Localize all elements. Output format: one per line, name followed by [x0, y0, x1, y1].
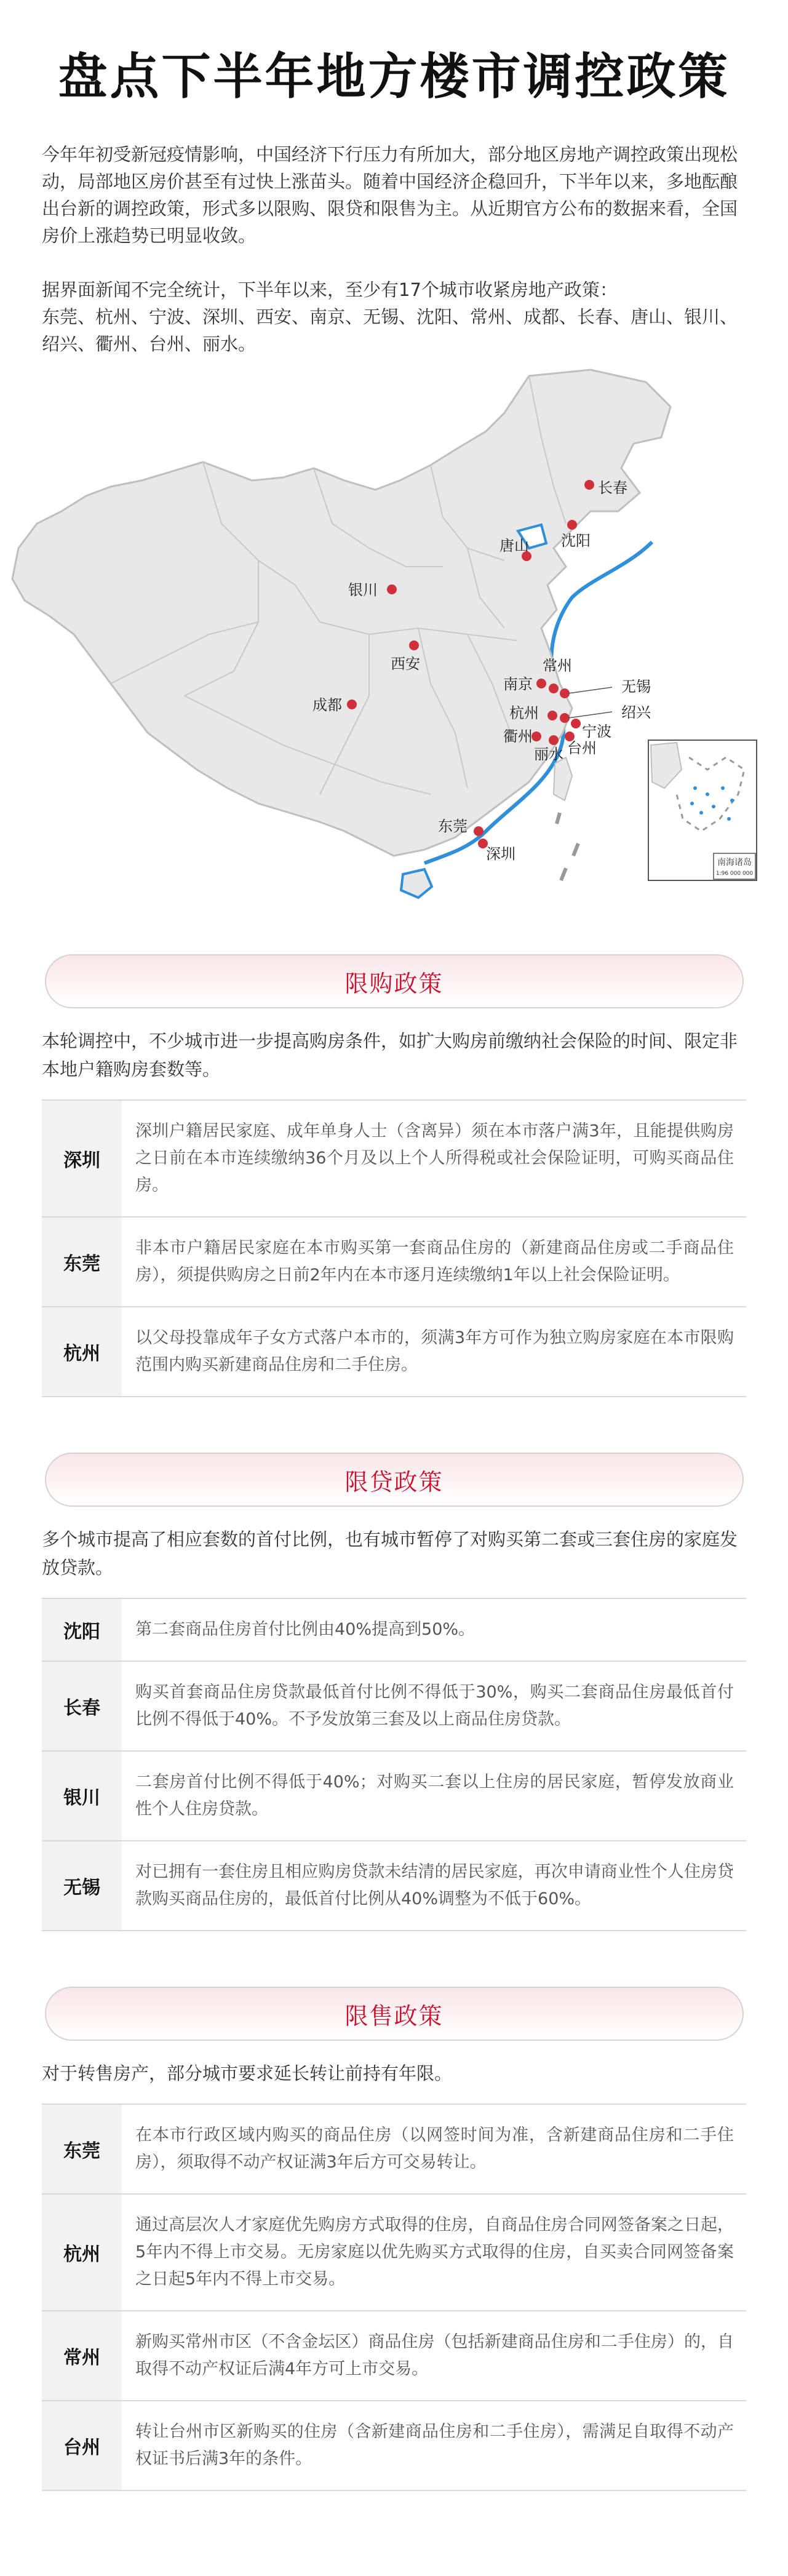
sale-table — [42, 2103, 746, 2491]
table-row — [42, 1661, 746, 1750]
section-purchase-title: 限购政策 — [45, 954, 744, 1008]
south-china-sea-inset — [648, 740, 757, 880]
table-row — [42, 1840, 746, 1931]
row-text: 新购买常州市区（不含金坛区）商品住房（包括新建商品住房和二手住房）的，自取得不动产权证后满4年方可上市交易。 — [135, 2332, 734, 2379]
section-sale — [0, 1987, 788, 2491]
purchase-table — [42, 1099, 746, 1397]
table-row — [42, 2193, 746, 2310]
table-row — [42, 1099, 746, 1216]
bottom-spacer — [0, 2491, 788, 2516]
table-row — [42, 1306, 746, 1397]
row-text: 在本市行政区域内购买的商品住房（以网签时间为准，含新建商品住房和二手住房），须取得不动产权证满3年后方可交易转让。 — [135, 2126, 734, 2172]
row-text: 深圳户籍居民家庭、成年单身人士（含离异）须在本市落户满3年，且能提供购房之日前在本市连续缴纳36个月及以上个人所得税或社会保险证明，可购买商品住房。 — [135, 1122, 734, 1195]
row-city: 长春 — [42, 1662, 122, 1750]
table-row — [42, 2103, 746, 2193]
section-sale-title: 限售政策 — [45, 1987, 744, 2041]
section-purchase-desc: 本轮调控中，不少城市进一步提高购房条件，如扩大购房前缴纳社会保险的时间、限定非本地户籍购房套数等。 — [42, 1031, 738, 1080]
table-row — [42, 2310, 746, 2400]
section-loan — [0, 1453, 788, 1931]
row-text: 购买首套商品住房贷款最低首付比例不得低于30%，购买二套商品住房最低首付比例不得低于40%。不予发放第三套及以上商品住房贷款。 — [135, 1683, 734, 1729]
city-label-taizhou: 台州 — [567, 740, 597, 757]
row-text: 通过高层次人才家庭优先购房方式取得的住房，自商品住房合同网签备案之日起，5年内不得上市交易。无房家庭以优先购买方式取得的住房，自买卖合同网签备案之日起5年内不得上市交易。 — [135, 2215, 734, 2289]
city-label-xian: 西安 — [391, 655, 420, 672]
intro-paragraph: 今年年初受新冠疫情影响，中国经济下行压力有所加大，部分地区房地产调控政策出现松动，局部地区房价甚至有过快上涨苗头。随着中国经济企稳回升，下半年以来，多地酝酿出台新的调控政策，形式多以限购、限贷和限售为主。从近期官方公布的数据来看，全国房价上涨趋势已明显收敛。 — [42, 144, 738, 246]
city-marker-wuxi — [560, 678, 651, 698]
taiwan — [554, 757, 572, 800]
row-city: 深圳 — [42, 1101, 122, 1216]
row-text: 转让台州市区新购买的住房（含新建商品住房和二手住房），需满足自取得不动产权证书后满3年的条件。 — [135, 2422, 734, 2468]
row-city: 常州 — [42, 2311, 122, 2400]
row-city: 杭州 — [42, 1307, 122, 1396]
city-label-quzhou: 衢州 — [503, 728, 533, 745]
row-city: 银川 — [42, 1752, 122, 1840]
row-text: 对已拥有一套住房且相应购房贷款未结清的居民家庭，再次申请商业性个人住房贷款购买商品住房的，最低首付比例从40%调整为不低于60%。 — [135, 1862, 734, 1908]
city-label-ningbo: 宁波 — [582, 723, 611, 740]
china-landmass — [12, 370, 671, 856]
row-text: 第二套商品住房首付比例由40%提高到50%。 — [135, 1620, 476, 1639]
table-row — [42, 1750, 746, 1840]
section-purchase — [0, 954, 788, 1397]
intro-stat-line: 据界面新闻不完全统计，下半年以来，至少有17个城市收紧房地产政策： — [42, 279, 618, 300]
city-label-dongguan: 东莞 — [438, 818, 468, 835]
city-marker-shenzhen — [478, 839, 515, 863]
page-title: 盘点下半年地方楼市调控政策 — [58, 48, 730, 105]
row-text: 以父母投靠成年子女方式落户本市的，须满3年方可作为独立购房家庭在本市限购范围内购买新建商品住房和二手住房。 — [135, 1328, 734, 1374]
city-label-hangzhou: 杭州 — [509, 704, 539, 722]
row-text: 非本市户籍居民家庭在本市购买第一套商品住房的（新建商品住房或二手商品住房），须提供购房之日前2年内在本市逐月连续缴纳1年以上社会保险证明。 — [135, 1238, 734, 1285]
section-loan-desc: 多个城市提高了相应套数的首付比例，也有城市暂停了对购买第二套或三套住房的家庭发放贷款。 — [42, 1529, 738, 1578]
table-row — [42, 1216, 746, 1306]
intro-cities-line: 东莞、杭州、宁波、深圳、西安、南京、无锡、沈阳、常州、成都、长春、唐山、银川、绍兴、衢州、台州、丽水。 — [42, 306, 738, 354]
row-city: 东莞 — [42, 2105, 122, 2193]
city-label-wuxi: 无锡 — [621, 678, 651, 695]
intro — [0, 141, 788, 357]
city-marker-ningbo — [571, 719, 611, 740]
inset-label: 南海诸岛 — [717, 858, 752, 867]
hainan — [401, 869, 432, 898]
city-label-nanjing: 南京 — [503, 676, 533, 693]
row-city: 无锡 — [42, 1841, 122, 1930]
city-label-changchun: 长春 — [598, 479, 627, 496]
table-row — [42, 2400, 746, 2491]
city-label-changzhou: 常州 — [543, 657, 572, 674]
section-sale-desc: 对于转售房产，部分城市要求延长转让前持有年限。 — [42, 2063, 453, 2084]
city-label-shaoxing: 绍兴 — [621, 704, 651, 721]
loan-table — [42, 1598, 746, 1931]
row-city: 东莞 — [42, 1218, 122, 1306]
table-row — [42, 1598, 746, 1661]
city-label-chengdu: 成都 — [312, 696, 342, 714]
city-label-shenzhen: 深圳 — [486, 845, 515, 863]
city-label-lishui: 丽水 — [534, 746, 563, 763]
row-city: 台州 — [42, 2401, 122, 2490]
row-city: 杭州 — [42, 2195, 122, 2310]
row-city: 沈阳 — [42, 1599, 122, 1661]
china-map-svg — [0, 364, 788, 930]
boundary-dashes — [557, 813, 578, 880]
city-label-tangshan: 唐山 — [499, 537, 529, 554]
section-loan-title: 限贷政策 — [45, 1453, 744, 1507]
city-label-yinchuan: 银川 — [348, 581, 378, 599]
inset-scale: 1:96 000 000 — [715, 871, 754, 877]
row-text: 二套房首付比例不得低于40%；对购买二套以上住房的居民家庭，暂停发放商业性个人住房贷款。 — [135, 1772, 734, 1819]
city-label-shenyang: 沈阳 — [561, 532, 591, 549]
china-map — [0, 364, 788, 930]
